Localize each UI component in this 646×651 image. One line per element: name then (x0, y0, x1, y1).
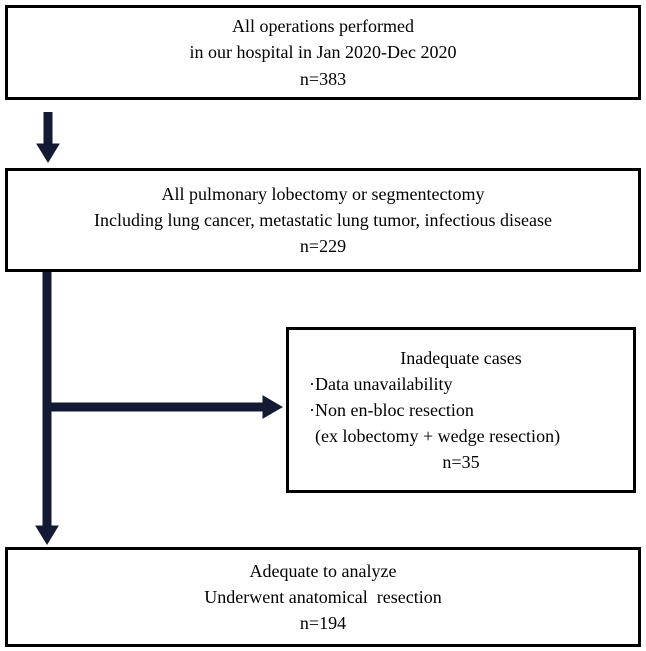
arrow-top-to-pulmonary-head (37, 144, 59, 162)
box-adequate-line-2: Underwent anatomical resection (204, 586, 442, 607)
box-inadequate-count: n=35 (442, 452, 480, 473)
box-inadequate-title: Inadequate cases (400, 347, 522, 368)
box-adequate-line-1: Adequate to analyze (249, 560, 397, 581)
box-pulmonary-line-1: All pulmonary lobectomy or segmentectomy (161, 183, 485, 204)
arrow-pulmonary-to-adequate-head (36, 526, 58, 544)
box-all-operations-count: n=383 (299, 68, 347, 89)
box-all-operations (5, 5, 641, 100)
box-inadequate-bullet-1: ·Data unavailability (309, 373, 453, 394)
box-inadequate-note: (ex lobectomy + wedge resection) (315, 426, 561, 447)
box-inadequate-bullet-2: ·Non en-bloc resection (309, 399, 474, 420)
box-all-operations-line-2: in our hospital in Jan 2020-Dec 2020 (189, 42, 457, 63)
arrow-branch-to-inadequate-head (263, 396, 282, 418)
box-adequate-to-analyze (5, 547, 641, 647)
box-inadequate-cases (286, 327, 636, 493)
box-pulmonary-line-2: Including lung cancer, metastatic lung tumor, infectious disease (94, 209, 552, 230)
box-pulmonary-lobectomy (5, 168, 641, 272)
box-adequate-count: n=194 (299, 613, 347, 634)
box-pulmonary-count: n=229 (299, 236, 347, 257)
box-all-operations-line-1: All operations performed (232, 16, 414, 37)
